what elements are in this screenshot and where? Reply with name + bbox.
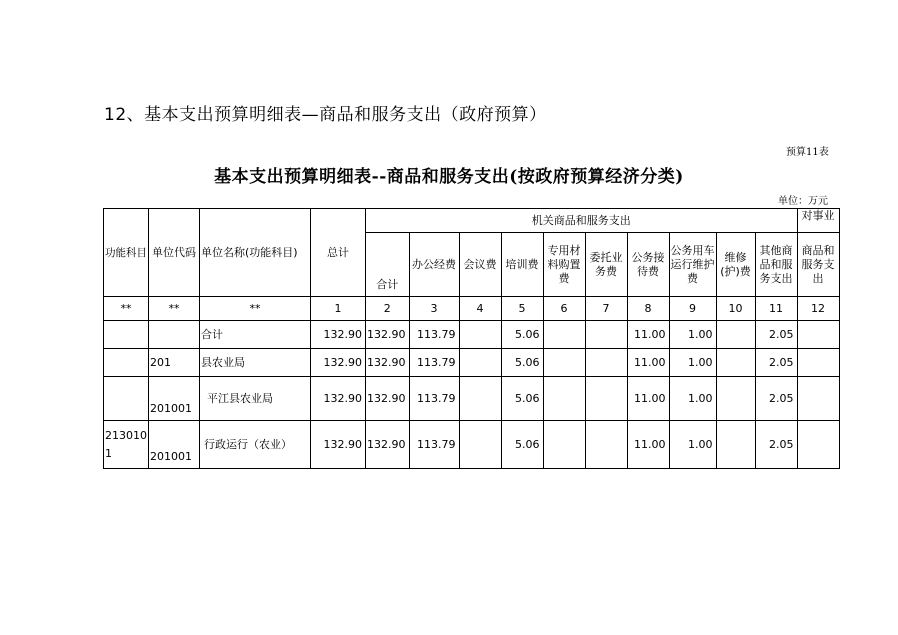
- index-cell: 8: [627, 297, 669, 321]
- budget-table: [103, 208, 840, 469]
- index-cell: 4: [459, 297, 501, 321]
- index-cell: 7: [585, 297, 627, 321]
- header-unit-code: 单位代码: [149, 209, 200, 297]
- index-cell: **: [104, 297, 149, 321]
- cell-total: 132.90: [311, 349, 366, 377]
- cell-name: 平江县农业局: [200, 377, 311, 421]
- index-cell: 11: [755, 297, 797, 321]
- index-cell: 3: [409, 297, 459, 321]
- header-office: 办公经费: [409, 233, 459, 297]
- header-vehicle: 公务用车运行维护费: [669, 233, 716, 297]
- index-cell: 12: [797, 297, 839, 321]
- cell-public: [797, 377, 839, 421]
- index-cell: 2: [366, 297, 410, 321]
- cell-sub-total: 132.90: [366, 321, 410, 349]
- cell-sub-total: 132.90: [366, 377, 410, 421]
- cell-materials: [543, 321, 585, 349]
- header-other: 其他商品和服务支出: [755, 233, 797, 297]
- cell-sub-total: 132.90: [366, 421, 410, 469]
- cell-code: [149, 321, 200, 349]
- cell-training: 5.06: [501, 421, 543, 469]
- cell-meeting: [459, 421, 501, 469]
- cell-reception: 11.00: [627, 377, 669, 421]
- index-cell: 5: [501, 297, 543, 321]
- index-row: [104, 297, 840, 321]
- cell-total: 132.90: [311, 421, 366, 469]
- cell-name: 合计: [200, 321, 311, 349]
- cell-other: 2.05: [755, 421, 797, 469]
- cell-office: 113.79: [409, 321, 459, 349]
- cell-other: 2.05: [755, 377, 797, 421]
- header-row-1: [104, 209, 840, 233]
- header-sub-total: 合计: [366, 233, 410, 297]
- section-heading: 12、基本支出预算明细表—商品和服务支出（政府预算）: [104, 105, 547, 125]
- cell-maintenance: [716, 377, 755, 421]
- cell-commissioned: [585, 349, 627, 377]
- cell-public: [797, 321, 839, 349]
- cell-materials: [543, 349, 585, 377]
- cell-materials: [543, 377, 585, 421]
- header-maintenance: 维修(护)费: [716, 233, 755, 297]
- cell-materials: [543, 421, 585, 469]
- cell-vehicle: 1.00: [669, 349, 716, 377]
- cell-training: 5.06: [501, 321, 543, 349]
- header-group-public: 对事业: [797, 209, 839, 233]
- cell-training: 5.06: [501, 349, 543, 377]
- cell-commissioned: [585, 321, 627, 349]
- form-number: 预算11表: [786, 147, 829, 158]
- table-row: [104, 349, 840, 377]
- index-cell: **: [200, 297, 311, 321]
- header-group-organ: 机关商品和服务支出: [366, 209, 798, 233]
- header-public-goods: 商品和服务支出: [797, 233, 839, 297]
- cell-vehicle: 1.00: [669, 321, 716, 349]
- header-commissioned: 委托业务费: [585, 233, 627, 297]
- cell-meeting: [459, 377, 501, 421]
- cell-meeting: [459, 321, 501, 349]
- cell-reception: 11.00: [627, 421, 669, 469]
- cell-public: [797, 349, 839, 377]
- header-total: 总计: [311, 209, 366, 297]
- header-materials: 专用材料购置费: [543, 233, 585, 297]
- index-cell: **: [149, 297, 200, 321]
- cell-func: 2130101: [104, 421, 149, 469]
- cell-code: 201: [149, 349, 200, 377]
- cell-office: 113.79: [409, 377, 459, 421]
- cell-meeting: [459, 349, 501, 377]
- cell-commissioned: [585, 421, 627, 469]
- cell-other: 2.05: [755, 349, 797, 377]
- cell-name: 行政运行（农业）: [200, 421, 311, 469]
- header-meeting: 会议费: [459, 233, 501, 297]
- cell-sub-total: 132.90: [366, 349, 410, 377]
- table-title: 基本支出预算明细表--商品和服务支出(按政府预算经济分类): [214, 167, 684, 187]
- table-row: [104, 421, 840, 469]
- cell-maintenance: [716, 421, 755, 469]
- cell-training: 5.06: [501, 377, 543, 421]
- cell-name: 县农业局: [200, 349, 311, 377]
- index-cell: 9: [669, 297, 716, 321]
- cell-total: 132.90: [311, 321, 366, 349]
- cell-public: [797, 421, 839, 469]
- cell-maintenance: [716, 349, 755, 377]
- cell-reception: 11.00: [627, 321, 669, 349]
- cell-office: 113.79: [409, 421, 459, 469]
- index-cell: 10: [716, 297, 755, 321]
- cell-total: 132.90: [311, 377, 366, 421]
- index-cell: 1: [311, 297, 366, 321]
- table-row: [104, 321, 840, 349]
- header-training: 培训费: [501, 233, 543, 297]
- cell-func: [104, 321, 149, 349]
- cell-vehicle: 1.00: [669, 377, 716, 421]
- cell-code: 201001: [149, 377, 200, 421]
- cell-maintenance: [716, 321, 755, 349]
- cell-reception: 11.00: [627, 349, 669, 377]
- cell-func: [104, 377, 149, 421]
- cell-vehicle: 1.00: [669, 421, 716, 469]
- cell-func: [104, 349, 149, 377]
- cell-code: 201001: [149, 421, 200, 469]
- unit-label: 单位：万元: [778, 196, 828, 207]
- header-func-subject: 功能科目: [104, 209, 149, 297]
- table-row: [104, 377, 840, 421]
- header-reception: 公务接待费: [627, 233, 669, 297]
- cell-other: 2.05: [755, 321, 797, 349]
- cell-office: 113.79: [409, 349, 459, 377]
- cell-commissioned: [585, 377, 627, 421]
- header-unit-name: 单位名称(功能科目): [200, 209, 311, 297]
- index-cell: 6: [543, 297, 585, 321]
